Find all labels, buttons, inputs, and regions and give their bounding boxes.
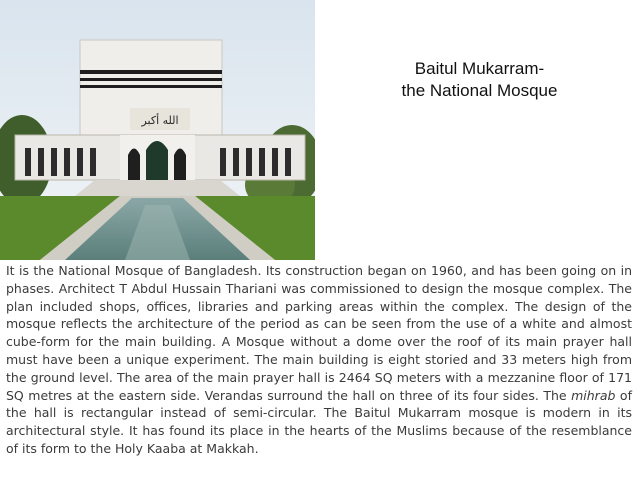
inscription-text: الله أكبر [141, 114, 179, 127]
mihrab-emphasis: mihrab [571, 387, 616, 403]
mosque-illustration [0, 0, 315, 260]
title-line-1: Baitul Mukarram- [414, 59, 545, 78]
paragraph-part-2: of the hall is rectangular instead of semi-circular. The Baitul Mukarram mosque is modern in its architectural style. It has found its place in the hearts of the Muslims because of the resemblance of its form to the Holy Kaaba at Makkah. [6, 387, 632, 456]
mosque-photo [0, 0, 315, 260]
description-paragraph [6, 262, 632, 458]
slide-title [352, 58, 607, 102]
paragraph-part-1: It is the National Mosque of Bangladesh. Its construction began on 1960, and has been going on in phases. Architect T Abdul Hussain Thariani was commissioned to design the mosque complex. The plan included shops, offices, libraries and parking areas within the complex. The design of the mosque reflects the architecture of the period as can be seen from the use of a white and almost cube-form for the main building. A Mosque without a dome over the roof of its main prayer hall must have been a unique experiment. The main building is eight storied and 33 meters high from the ground level. The area of the main prayer hall is 2464 SQ meters with a mezzanine floor of 171 SQ metres at the eastern side. Verandas surround the hall on three of its four sides. The [6, 263, 632, 403]
title-line-2: the National Mosque [401, 81, 558, 100]
